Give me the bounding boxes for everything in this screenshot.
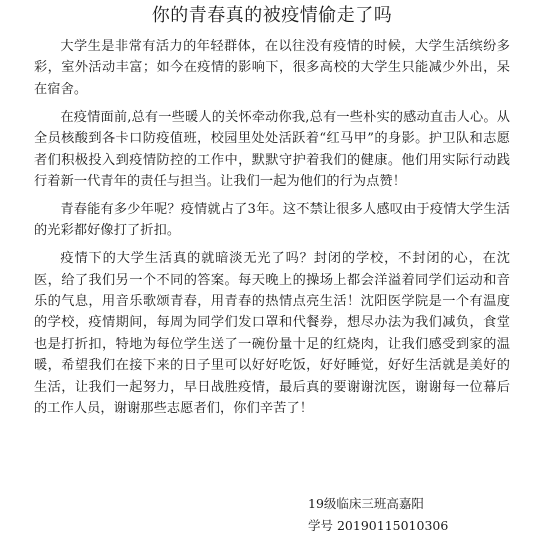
paragraph-2: 在疫情面前,总有一些暖人的关怀牵动你我,总有一些朴实的感动直击人心。从全员核酸到各卡口防疫值班，校园里处处活跃着“红马甲”的身影。护卫队和志愿者们积极投入到疫情防控的工作中，默默守护着我们的健康。他们用实际行动践行着新一代青年的责任与担当。让我们一起为他们的行为点赞！ — [34, 109, 510, 189]
paragraph-1: 大学生是非常有活力的年轻群体，在以往没有疫情的时候，大学生活缤纷多彩，室外活动丰富；如今在疫情的影响下，很多高校的大学生只能减少外出，呆在宿舍。 — [34, 39, 510, 97]
signature-block — [308, 493, 448, 537]
paragraph-3: 青春能有多少年呢？疫情就占了3年。这不禁让很多人感叹由于疫情大学生活的光彩都好像打了折扣。 — [34, 201, 510, 239]
document-title: 你的青春真的被疫情偷走了吗 — [151, 5, 393, 26]
author-line: 19级临床三班高嘉阳 — [308, 496, 424, 511]
document-body — [34, 36, 510, 419]
paragraph-4: 疫情下的大学生活真的就暗淡无光了吗？封闭的学校，不封闭的心，在沈医，给了我们另一个不同的答案。每天晚上的操场上都会洋溢着同学们运动和音乐的气息，用音乐歌颂青春，用青春的热情点亮生活！沈阳医学院是一个有温度的学校，疫情期间，每周为同学们发口罩和代餐券，想尽办法为我们减负，食堂也是打折扣，特地为每位学生送了一碗份量十足的红烧肉，让我们感受到家的温暖，希望我们在接下来的日子里可以好好吃饭，好好睡觉，好好生活就是美好的生活，让我们一起努力，早日战胜疫情，最后真的要谢谢沈医，谢谢每一位幕后的工作人员，谢谢那些志愿者们，你们辛苦了！ — [34, 251, 510, 416]
student-id-line: 学号 20190115010306 — [308, 518, 449, 533]
